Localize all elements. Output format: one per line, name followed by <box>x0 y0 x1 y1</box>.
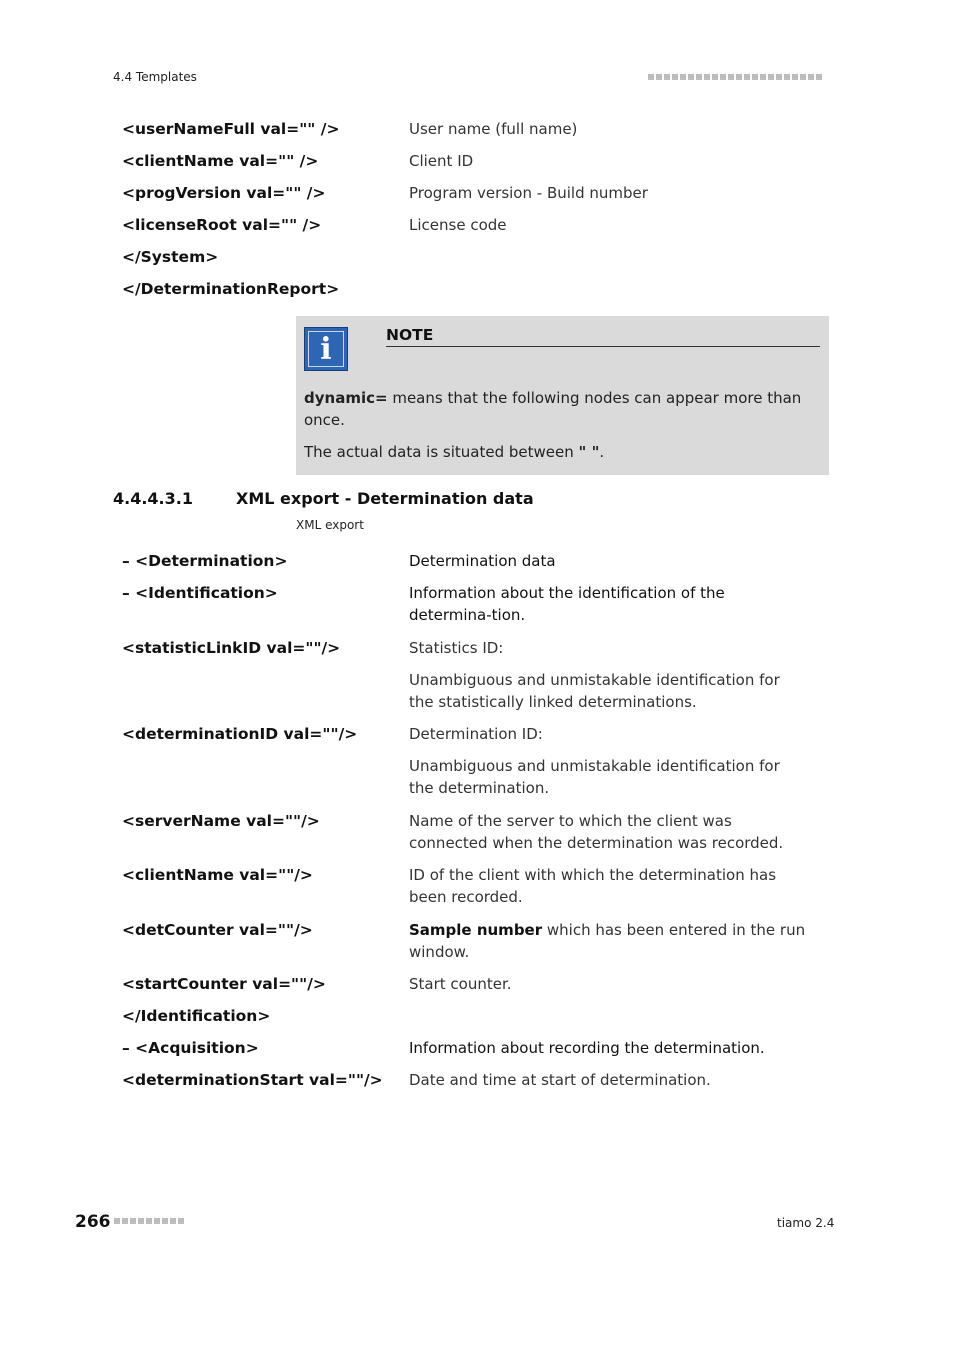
entry-term: <startCounter val=""/> <box>122 975 326 993</box>
entry-desc: Start counter. <box>409 975 512 993</box>
product-name: tiamo 2.4 <box>777 1216 835 1230</box>
entry-desc: Determination data <box>409 552 556 570</box>
entry-desc: Date and time at start of determination. <box>409 1071 711 1089</box>
entry-desc <box>409 723 809 809</box>
entry-term: <clientName val="" /> <box>122 152 319 170</box>
note-body <box>304 387 804 473</box>
entry-term: <statisticLinkID val=""/> <box>122 639 341 657</box>
entry-term: <serverName val=""/> <box>122 812 320 830</box>
entry-desc: Program version - Build number <box>409 184 648 202</box>
entry-desc: Name of the server to which the client was connected when the determination was recorded. <box>409 812 784 852</box>
entry-term: <detCounter val=""/> <box>122 921 313 939</box>
entry-desc: Information about recording the determination. <box>409 1039 765 1057</box>
entry-desc: Client ID <box>409 152 474 170</box>
page-number: 266 <box>75 1212 111 1232</box>
entry-term: <determinationID val=""/> <box>122 725 358 743</box>
entry-desc-bold: Sample number <box>409 921 543 939</box>
entry-desc-line: Determination ID: <box>409 725 543 743</box>
entry-term: – <Determination> <box>122 552 288 570</box>
entry-term: </Identification> <box>122 1007 271 1025</box>
entry-term: <determinationStart val=""/> <box>122 1071 383 1089</box>
section-title: XML export - Determination data <box>236 489 534 508</box>
entry-term: </DeterminationReport> <box>122 280 340 298</box>
entry-desc <box>409 919 809 963</box>
entry-term: – <Identification> <box>122 584 278 602</box>
note-quotes: " " <box>578 443 600 461</box>
entry-desc <box>409 637 809 723</box>
entry-desc-detail: Unambiguous and unmistakable identification for the statistically linked determinations. <box>409 671 780 711</box>
entry-term: </System> <box>122 248 219 266</box>
entry-desc-text: which has been entered in the run window. <box>409 921 806 961</box>
header-section: 4.4 Templates <box>113 70 197 84</box>
footer-decoration <box>114 1218 184 1224</box>
entry-desc: License code <box>409 216 507 234</box>
entry-term: <clientName val=""/> <box>122 866 313 884</box>
entry-desc: ID of the client with which the determination has been recorded. <box>409 866 777 906</box>
note-keyword: dynamic= <box>304 389 388 407</box>
entry-term: <userNameFull val="" /> <box>122 120 340 138</box>
entry-term: <progVersion val="" /> <box>122 184 326 202</box>
entry-term: <licenseRoot val="" /> <box>122 216 322 234</box>
note-text: The actual data is situated between <box>304 443 579 461</box>
entry-desc-line: Statistics ID: <box>409 639 504 657</box>
section-subtitle: XML export <box>296 518 364 532</box>
entry-desc-detail: Unambiguous and unmistakable identification for the determination. <box>409 757 780 797</box>
note-text: means that the following nodes can appear more than once. <box>304 389 802 429</box>
note-title: NOTE <box>386 326 820 347</box>
info-icon: i <box>304 327 348 371</box>
note-box <box>296 316 829 475</box>
section-number: 4.4.4.3.1 <box>113 489 193 508</box>
entry-desc: Information about the identification of the determina-tion. <box>409 584 725 624</box>
entry-desc: User name (full name) <box>409 120 578 138</box>
entry-term: – <Acquisition> <box>122 1039 259 1057</box>
note-text: . <box>599 443 605 461</box>
header-decoration <box>648 74 822 80</box>
